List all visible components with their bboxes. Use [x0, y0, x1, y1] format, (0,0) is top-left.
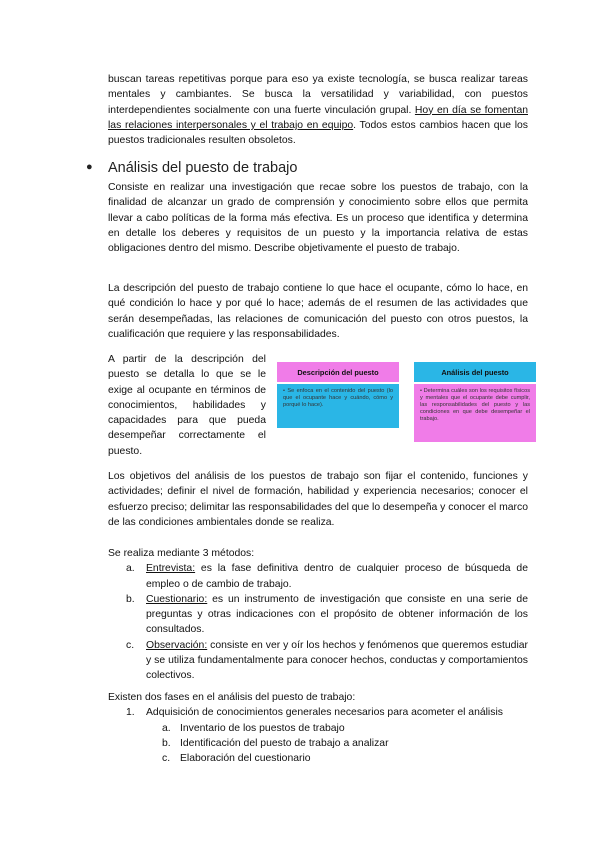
- list-marker: c.: [162, 753, 171, 765]
- method-term: Observación:: [146, 639, 208, 651]
- analysis-box-text: • Determina cuáles son los requisitos físicos y mentales que el ocupante debe cumplir, las responsabilidades del puesto y las condiciones en que debe desempeñar el trabajo.: [414, 384, 536, 442]
- intro-paragraph: [108, 72, 528, 148]
- section-title: Análisis del puesto de trabajo: [108, 160, 298, 176]
- phase-subitem-text: Identificación del puesto de trabajo a analizar: [180, 737, 389, 749]
- method-text: es la fase definitiva dentro de cualquier proceso de búsqueda de empleo o de cambio de trabajo.: [146, 563, 528, 590]
- list-marker: c.: [126, 639, 135, 651]
- phase-item: [108, 705, 528, 720]
- method-term: Cuestionario:: [146, 593, 208, 605]
- phase-subitem-text: Elaboración del cuestionario: [180, 753, 311, 765]
- list-marker: 1.: [126, 707, 135, 719]
- description-box-text: • Se enfoca en el contenido del puesto (lo que el ocupante hace y cuándo, cómo y porqué lo hace).: [277, 384, 399, 428]
- phase-subitem: [108, 751, 528, 766]
- intro-text-end: . Todos estos cambios hacen que los puestos tradicionales resulten obsoletos.: [108, 119, 528, 147]
- description-paragraph: La descripción del puesto de trabajo contiene lo que hace el ocupante, cómo lo hace, en qué condición lo hace y por qué lo hace; además de el resumen de las actividades que serán desempeñadas, las relaciones de comunicación del puesto con otros puestos, la cualificación que requiere y las responsabilidades.: [108, 283, 528, 340]
- phase-subitem: [108, 721, 528, 736]
- phase-text: Adquisición de conocimientos generales necesarios para acometer el análisis: [146, 707, 503, 719]
- method-text: es un instrumento de investigación que consiste en una serie de preguntas y otras indicaciones con el propósito de obtener información de los consultados.: [146, 593, 528, 636]
- list-marker: b.: [162, 737, 171, 749]
- list-marker: b.: [126, 593, 135, 605]
- list-marker: a.: [162, 722, 171, 734]
- phase-subitem-text: Inventario de los puestos de trabajo: [180, 722, 345, 734]
- list-marker: a.: [126, 563, 135, 575]
- method-text: consiste en ver y oír los hechos y fenómenos que queremos estudiar y se utiliza fundamentalmente para conocer hechos, conductas y comportamientos colectivos.: [146, 639, 528, 682]
- method-item: [108, 592, 528, 638]
- diagram-description-box: [277, 362, 399, 428]
- methods-list: [108, 546, 528, 684]
- phases-list: [108, 690, 528, 766]
- section-heading: [86, 160, 297, 176]
- diagram-analysis-box: [414, 362, 536, 442]
- method-item: [108, 638, 528, 684]
- method-term: Entrevista:: [146, 563, 196, 575]
- bullet-icon: ●: [86, 161, 93, 173]
- analysis-box-title: Análisis del puesto: [414, 362, 536, 382]
- requirements-paragraph: A partir de la descripción del puesto se detalla lo que se le exige al ocupante en términos de conocimientos, habilidades y capacidades para que pueda desempeñar correctamente el puesto.: [108, 354, 266, 457]
- intro-text: buscan tareas repetitivas porque para eso ya existe tecnología, se busca realizar tareas mentales y cambiantes. Se busca la versatilidad y variabilidad, con puestos interdependientes socialmente con una fuerte vinculación grupal.: [108, 74, 528, 116]
- definition-paragraph: Consiste en realizar una investigación que recae sobre los puestos de trabajo, con la finalidad de alcanzar un grado de comprensión y conocimiento sobre ellos que permita llevar a cabo políticas de la forma más efectiva. Es un proceso que identifica y determina en detalle los deberes y requisitos de un puesto y la importancia relativa de estas obligaciones dentro del mismo. Describe objetivamente el puesto de trabajo.: [108, 182, 528, 255]
- objectives-paragraph: Los objetivos del análisis de los puestos de trabajo son fijar el contenido, funciones y actividades; definir el nivel de formación, habilidad y experiencia necesarios; conocer el esfuerzo preciso; delimitar las responsabilidades del que lo desempeña y conocer el marco de las condiciones ambientales donde se realiza.: [108, 471, 528, 528]
- underlined-text: Hoy en día se fomentan las relaciones interpersonales y el trabajo en equipo: [108, 104, 528, 131]
- method-item: [108, 561, 528, 592]
- phase-subitem: [108, 736, 528, 751]
- description-box-title: Descripción del puesto: [277, 362, 399, 382]
- methods-intro: Se realiza mediante 3 métodos:: [108, 548, 255, 559]
- phases-intro: Existen dos fases en el análisis del puesto de trabajo:: [108, 692, 356, 703]
